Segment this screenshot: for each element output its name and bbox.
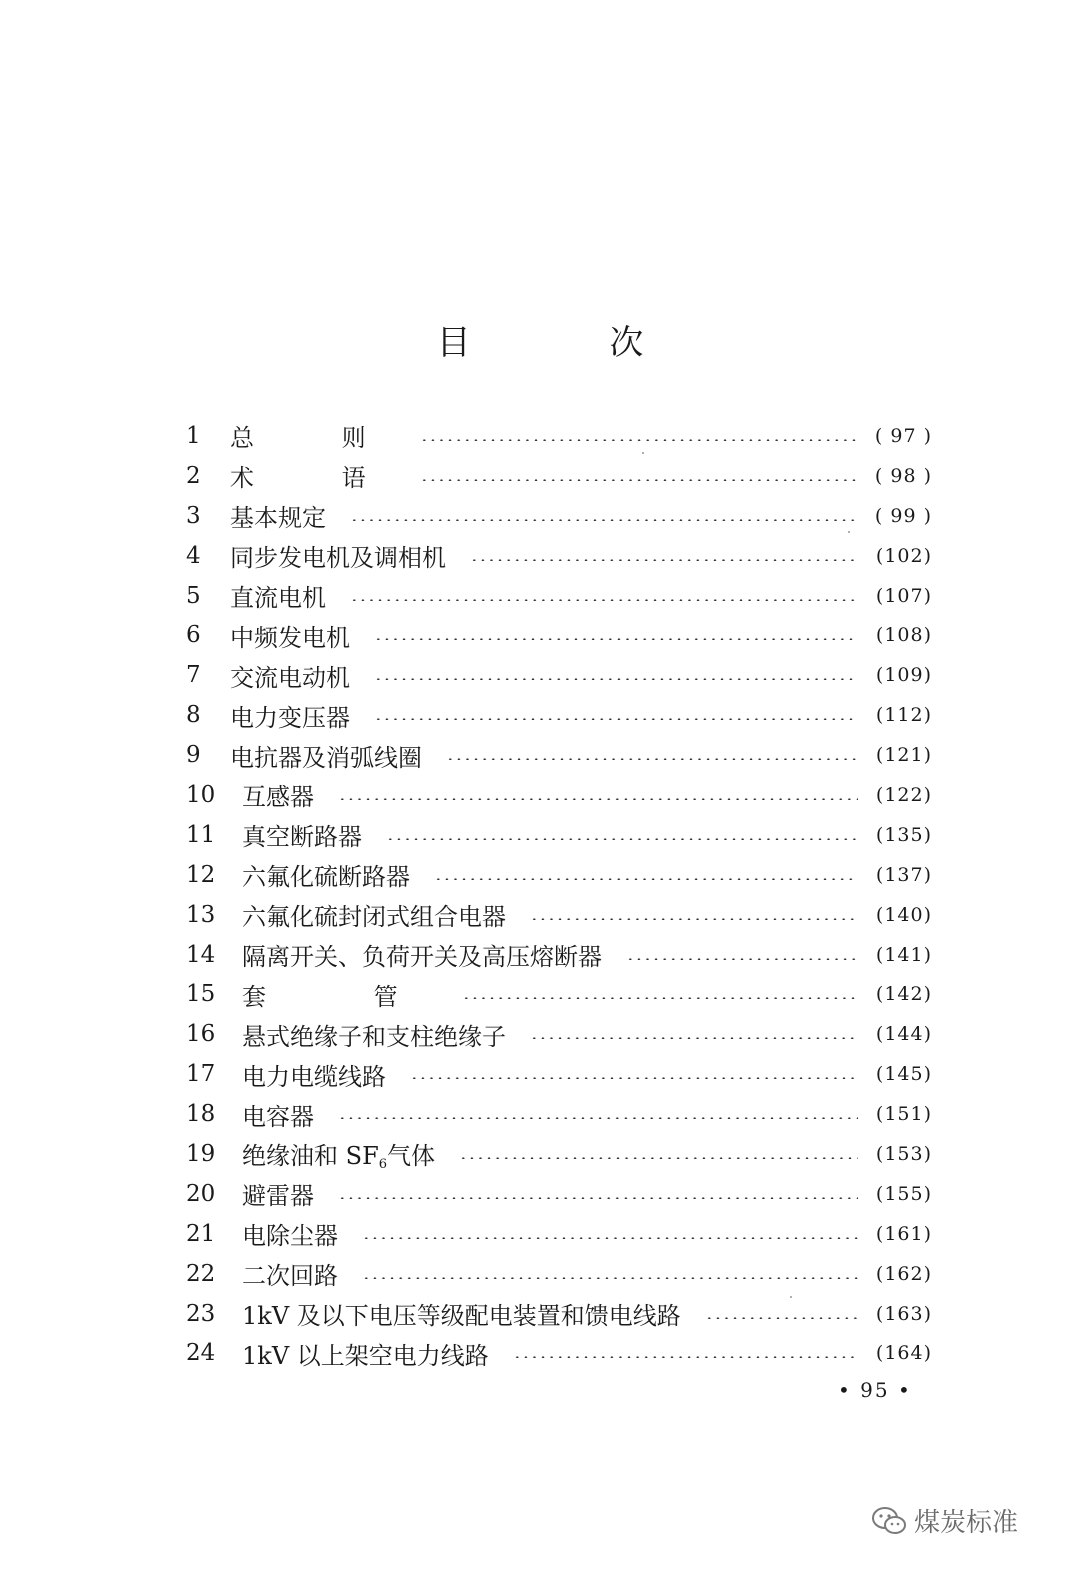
dot-leader [462,997,858,999]
toc-entry[interactable] [186,895,932,935]
toc-entry-title: 电除尘器 [242,1222,338,1251]
toc-entry-page: (102) [875,544,932,567]
toc-entry-title: 隔离开关、负荷开关及高压熔断器 [242,943,602,972]
toc-entry-number: 1 [186,422,201,449]
toc-entry-page: (162) [875,1262,932,1285]
toc-entry[interactable] [186,416,932,456]
dot-leader [459,1157,858,1159]
dot-leader [362,1277,858,1279]
toc-entry-number: 5 [186,582,201,609]
toc-entry-page: (109) [875,664,932,687]
dot-leader [386,838,858,840]
toc-entry-title: 电容器 [242,1102,314,1131]
toc-entry-number: 24 [186,1340,216,1367]
toc-entry-title: 基本规定 [230,504,326,533]
toc-entry[interactable] [186,1054,932,1094]
scan-speck [790,1296,792,1298]
toc-entry-number: 10 [186,781,216,808]
toc-entry-page: (141) [875,943,932,966]
toc-entry-number: 22 [186,1260,216,1287]
toc-entry[interactable] [186,456,932,496]
dot-leader [338,1117,858,1119]
toc-entry-title: 六氟化硫断路器 [242,863,410,892]
toc-entry[interactable] [186,1094,932,1134]
toc-entry-title [242,1136,445,1172]
toc-entry-title: 术 语 [230,464,406,493]
dot-leader [410,1077,858,1079]
dot-leader [626,958,858,960]
toc-entry-page: (151) [875,1103,932,1126]
toc-entry-number: 7 [186,662,201,689]
toc-entry-title: 悬式绝缘子和支柱绝缘子 [242,1022,506,1051]
toc-entry-title: 互感器 [242,783,314,812]
dot-leader [434,878,858,880]
toc-entry[interactable] [186,576,932,616]
toc-entry[interactable] [186,695,932,735]
toc-entry[interactable] [186,536,932,576]
toc-entry-number: 19 [186,1140,216,1167]
toc-entry-page: (155) [875,1182,932,1205]
toc-entry-number: 11 [186,821,216,848]
subscript: 6 [378,1156,388,1172]
toc-entry[interactable] [186,1014,932,1054]
dot-leader [338,1197,858,1199]
toc-entry-title: 交流电动机 [230,663,350,692]
toc-entry-page: (122) [875,783,932,806]
toc-entry-page: ( 98 ) [874,464,932,487]
toc-entry-number: 12 [186,861,216,888]
dot-leader [350,599,858,601]
toc-entry[interactable] [186,935,932,975]
toc-entry-title: 真空断路器 [242,823,362,852]
toc-entry-number: 21 [186,1220,216,1247]
scan-speck [848,531,850,533]
toc-entry-title: 二次回路 [242,1262,338,1291]
scan-speck [642,452,644,454]
toc-entry[interactable] [186,735,932,775]
dot-leader [705,1317,858,1319]
page-number: • 95 • [838,1378,912,1402]
watermark-text: 煤炭标准 [914,1508,1019,1538]
toc-entry-page: (163) [875,1302,932,1325]
toc-entry-page: (137) [875,863,932,886]
toc-entry[interactable] [186,855,932,895]
wechat-icon [870,1505,908,1537]
dot-leader [362,1237,858,1239]
toc-entry[interactable] [186,1333,932,1373]
toc-entry-page: (142) [875,983,932,1006]
toc-entry-title: 直流电机 [230,584,326,612]
toc-entry-number: 9 [186,742,201,769]
toc-entry[interactable] [186,655,932,695]
toc-entry-title: 中频发电机 [230,623,350,652]
dot-leader [446,758,858,760]
toc-entry-title: 电力变压器 [230,703,350,732]
toc-entry-number: 13 [186,901,216,928]
toc-entry-number: 4 [186,542,201,569]
toc-entry-number: 2 [186,462,201,489]
toc-entry[interactable] [186,496,932,536]
toc-entry-number: 3 [186,502,201,529]
toc-entry[interactable] [186,775,932,815]
dot-leader [530,918,858,920]
toc-entry[interactable] [186,1174,932,1214]
dot-leader [470,559,858,561]
dot-leader [374,638,858,640]
toc-entry-number: 6 [186,622,201,649]
toc-entry-page: (112) [875,704,932,727]
toc-entry[interactable] [186,1294,932,1334]
toc-entry-title: 电抗器及消弧线圈 [230,743,422,772]
toc-entry-page: (108) [875,624,932,647]
toc-entry-title: 六氟化硫封闭式组合电器 [242,903,506,932]
toc-entry[interactable] [186,974,932,1014]
toc-entry-number: 15 [186,981,216,1008]
toc-entry-title: 避雷器 [242,1182,314,1211]
toc-entry-page: (107) [875,584,932,607]
toc-entry-title: 1kV 及以下电压等级配电装置和馈电线路 [242,1302,681,1331]
toc-entry-page: (145) [875,1063,932,1086]
toc-entry-title: 电力电缆线路 [242,1062,386,1091]
toc-entry[interactable] [186,1134,932,1174]
toc-entry-title-text: 绝缘油和 SF [242,1141,379,1170]
dot-leader [374,678,858,680]
toc-entry-page: (135) [875,823,932,846]
dot-leader [420,479,858,481]
toc-entry-page: (144) [875,1023,932,1046]
dot-leader [374,718,858,720]
toc-entry-number: 8 [186,702,201,729]
toc-entry-page: ( 97 ) [874,424,932,447]
toc-entry-title: 同步发电机及调相机 [230,544,446,573]
toc-entry[interactable] [186,815,932,855]
dot-leader [420,439,858,441]
dot-leader [350,519,858,521]
toc-entry-number: 14 [186,941,216,968]
toc-entry-number: 17 [186,1061,216,1088]
toc-entry[interactable] [186,1214,932,1254]
page-title: 目 次 [436,322,708,363]
toc-entry-title-text: 气体 [387,1141,436,1170]
toc-entry-page: (164) [875,1342,932,1365]
toc-entry-title: 套 管 [242,982,448,1011]
toc-entry-page: (161) [875,1222,932,1245]
dot-leader [338,798,858,800]
toc-entry-title: 1kV 以上架空电力线路 [242,1341,489,1370]
toc-entry-page: (140) [875,903,932,926]
toc-entry-title: 总 则 [230,424,406,453]
toc-entry-number: 20 [186,1180,216,1207]
toc-entry-page: (153) [875,1142,932,1165]
toc-entry[interactable] [186,615,932,655]
toc-entry-page: (121) [875,744,932,767]
toc-entry-page: ( 99 ) [874,504,932,527]
toc-entry-number: 16 [186,1021,216,1048]
dot-leader [513,1356,858,1358]
toc-entry-number: 23 [186,1300,216,1327]
dot-leader [530,1037,858,1039]
toc-entry-number: 18 [186,1101,216,1128]
toc-entry[interactable] [186,1254,932,1294]
table-of-contents [186,416,932,1373]
watermark [870,1502,1018,1539]
